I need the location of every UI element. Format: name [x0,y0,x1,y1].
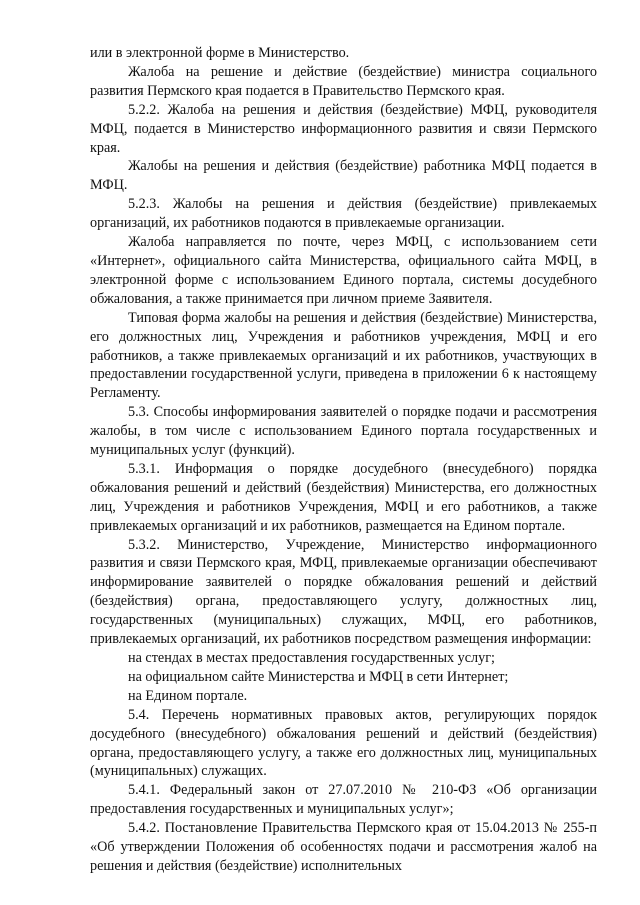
document-page [90,44,597,876]
paragraph-typical-form: Типовая форма жалобы на решения и действия (бездействие) Министерства, его должностных лиц, Учреждения и работников учреждения, МФЦ и его работников, а также привлекаемых организаций и их работников, участвующих в предоставлении государственной услуги, приведена в приложении 6 к настоящему Регламенту. [90,309,597,402]
paragraph-complaint-channels: Жалоба направляется по почте, через МФЦ, с использованием сети «Интернет», официального сайта Министерства, официального сайта МФЦ, в электронной форме с использованием Единого портала, системы досудебного обжалования, а также принимается при личном приеме Заявителя. [90,234,597,307]
list-item-unified-portal: на Едином портале. [128,687,248,704]
list-item-stands: на стендах в местах предоставления государственных услуг; [128,650,495,666]
paragraph-5-3-2: 5.3.2. Министерство, Учреждение, Министерство информационного развития и связи Пермского края, МФЦ, привлекаемые организации обеспечивают информирование заявителей о порядке обжалования решений и действий (бездействия) органа, предоставляющего услугу, должностных лиц, государственных (муниципальных) служащих, МФЦ, его работников, привлекаемых организаций, их работников посредством размещения информации: [90,536,597,648]
list-item-official-site: на официальном сайте Министерства и МФЦ в сети Интернет; [128,668,509,685]
paragraph-5-4-2: 5.4.2. Постановление Правительства Пермского края от 15.04.2013 № 255-п «Об утверждении Положения об особенностях подачи и рассмотрения жалоб на решения и действия (бездействие) исполнительных [90,820,597,874]
paragraph-5-3: 5.3. Способы информирования заявителей о порядке подачи и рассмотрения жалобы, в том числе с использованием Единого портала государственных и муниципальных услуг (функций). [90,404,597,459]
paragraph-continuation: или в электронной форме в Министерство. [90,45,350,61]
paragraph-5-2-2: 5.2.2. Жалоба на решения и действия (бездействие) МФЦ, руководителя МФЦ, подается в Министерство информационного развития и связи Пермского края. [90,101,597,156]
paragraph-complaint-mfc-worker: Жалобы на решения и действия (бездействие) работника МФЦ подается в МФЦ. [90,158,597,194]
paragraph-5-2-3: 5.2.3. Жалобы на решения и действия (бездействие) привлекаемых организаций, их работников подаются в привлекаемые организации. [90,196,597,232]
paragraph-5-3-1: 5.3.1. Информация о порядке досудебного (внесудебного) порядка обжалования решений и действий (бездействия) Министерства, его должностных лиц, Учреждения и работников Учреждения, МФЦ и его работников, а также привлекаемых организаций и их работников, размещается на Едином портале. [90,460,597,534]
paragraph-5-4-1: 5.4.1. Федеральный закон от 27.07.2010 № 210-ФЗ «Об организации предоставления государственных и муниципальных услуг»; [90,782,597,818]
paragraph-complaint-minister: Жалоба на решение и действие (бездействие) министра социального развития Пермского края подается в Правительство Пермского края. [90,63,597,99]
paragraph-5-4: 5.4. Перечень нормативных правовых актов, регулирующих порядок досудебного (внесудебного) обжалования решений и действий (бездействия) органа, предоставляющего услугу, а также его должностных лиц, муниципальных (муниципальных) служащих. [90,706,597,780]
